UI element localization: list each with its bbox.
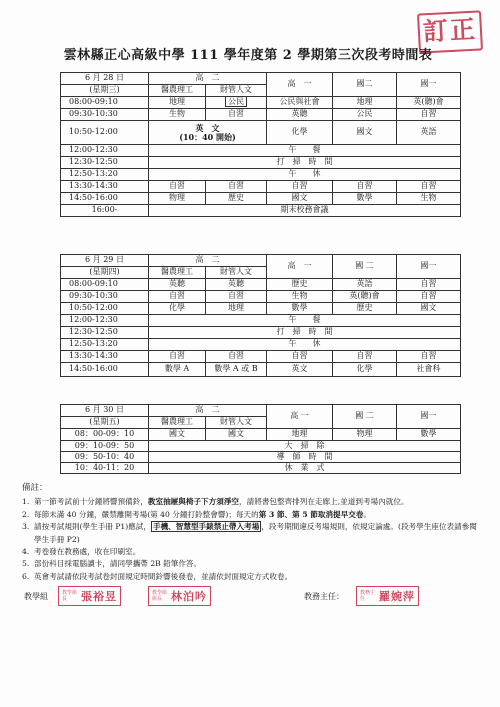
subject-cell: 自習 [206, 109, 267, 121]
note-text: 第一節考試前十分鐘將響預備鈴， [34, 497, 148, 507]
subject-cell: 國文 [333, 121, 397, 145]
time-cell: 12:30-12:50 [61, 327, 149, 339]
group-header: 高 二 [149, 73, 267, 85]
seal-stamp [356, 586, 419, 606]
subject-cell: 自習 [206, 291, 267, 303]
col-header-j1: 國一 [397, 405, 461, 429]
note-text: ，段考期間違反考場規則，依規定論處。(段考學生座位表請參閱學生手冊 P2) [34, 522, 477, 544]
weekday-cell: (星期五) [61, 417, 149, 429]
span-cell: 午 休 [149, 339, 461, 351]
time-cell: 12:30-12:50 [61, 157, 149, 169]
subject-cell: 公民 [333, 109, 397, 121]
table-row [61, 463, 461, 474]
time-cell: 12:00-12:30 [61, 145, 149, 157]
note-boxed-emphasis: 手機、智慧型手錶禁止帶入考場 [153, 522, 260, 532]
subject-cell: 物理 [149, 193, 206, 205]
subject-cell: 國文 [149, 429, 206, 441]
subject-cell: 英(聽)會 [333, 291, 397, 303]
col-header-j1: 國一 [397, 255, 461, 279]
note-text: ，請將書包整齊排列在走廊上,並道到考場內就位。 [239, 497, 409, 507]
subject-cell: 自習 [149, 351, 206, 363]
weekday-cell: (星期四) [61, 267, 149, 279]
subject-cell: 地理 [333, 97, 397, 109]
seal-name: 張裕昱 [81, 590, 117, 603]
col-header-g1: 高 一 [267, 255, 333, 279]
subject-cell: 自習 [149, 181, 206, 193]
date-cell: 6 月 29 日 [61, 255, 149, 267]
subject-cell: 英(聽)會 [397, 97, 461, 109]
subject-cell: 英語 [333, 279, 397, 291]
table-row [61, 157, 461, 169]
subject-cell: 生物 [397, 193, 461, 205]
page-title: 雲林縣正心高級中學 111 學年度第 2 學期第三次段考時間表 [63, 48, 433, 63]
notes-title: 備註： [22, 483, 48, 493]
time-cell: 12:50-13:20 [61, 169, 149, 181]
subject-cell: 英聽 [206, 279, 267, 291]
signature-row [20, 586, 490, 608]
time-cell: 12:50-13:20 [61, 339, 149, 351]
seal-title: 教學組組長 [152, 590, 168, 602]
note-number: 6. [22, 571, 30, 581]
table-row [61, 193, 461, 205]
time-cell: 10:50-12:00 [61, 303, 149, 315]
merged-subject-note: (10：40 開始) [179, 131, 236, 142]
subject-cell: 化學 [149, 303, 206, 315]
time-cell: 14:50-16:00 [61, 363, 149, 377]
note-item [22, 509, 482, 521]
table-row [61, 181, 461, 193]
table-row [61, 351, 461, 363]
time-cell: 09:30-10:30 [61, 109, 149, 121]
subject-cell: 歷史 [206, 193, 267, 205]
note-emphasis: 教室抽屜與椅子下方須淨空 [147, 497, 240, 507]
seal-stamp [58, 586, 121, 606]
time-cell: 09:30-10:30 [61, 291, 149, 303]
signature-label: 教務主任： [304, 592, 344, 601]
subject-cell: 英聽 [267, 109, 333, 121]
span-cell: 休 業 式 [149, 463, 461, 474]
subject-cell: 地理 [149, 97, 206, 109]
time-cell: 14:50-16:00 [61, 193, 149, 205]
subject-cell: 化學 [267, 121, 333, 145]
subject-cell: 化學 [333, 363, 397, 377]
subject-cell: 自習 [267, 181, 333, 193]
subject-cell: 自習 [333, 181, 397, 193]
note-number: 1. [22, 497, 30, 507]
note-text: 考卷發在教務處，收在印刷室。 [34, 547, 141, 557]
subject-cell: 生物 [149, 109, 206, 121]
note-item [22, 571, 482, 583]
span-cell: 導 師 時 間 [149, 452, 461, 463]
signature-label: 教學組 [24, 592, 48, 601]
col-header-g1: 高 一 [267, 405, 333, 429]
note-item [22, 546, 482, 558]
span-cell: 打 掃 時 間 [149, 157, 461, 169]
subject-cell: 英文 [267, 363, 333, 377]
schedule-table-day1 [60, 72, 461, 217]
subject-cell: 英聽 [149, 279, 206, 291]
table-row [61, 452, 461, 463]
subject-cell: 自習 [333, 351, 397, 363]
seal-title: 教務主任 [360, 590, 376, 602]
subject-cell: 自習 [397, 181, 461, 193]
time-cell: 10:50-12:00 [61, 121, 149, 145]
group-header: 高 二 [149, 255, 267, 267]
subject-cell: 數學 [267, 303, 333, 315]
subject-cell: 地理 [267, 429, 333, 441]
notes-section [22, 482, 482, 583]
seal-name: 林泊吟 [171, 590, 207, 603]
col-header-b: 財管人文 [206, 417, 267, 429]
subject-cell: 數學 A 或 B [206, 363, 267, 377]
time-cell: 12:00-12:30 [61, 315, 149, 327]
col-header-j1: 國一 [397, 73, 461, 97]
subject-cell: 自習 [149, 291, 206, 303]
date-cell: 6 月 28 日 [61, 73, 149, 85]
note-number: 5. [22, 559, 30, 569]
subject-cell: 歷史 [267, 279, 333, 291]
col-header-j2: 國 二 [333, 405, 397, 429]
span-cell: 大 掃 除 [149, 441, 461, 452]
table-row [61, 291, 461, 303]
col-header-j2: 國 二 [333, 255, 397, 279]
seal-title: 教學組長 [62, 590, 78, 602]
time-cell: 09：50-10：40 [61, 452, 149, 463]
subject-cell: 數學 [333, 193, 397, 205]
span-cell: 午 餐 [149, 315, 461, 327]
time-cell: 08:00-09:10 [61, 97, 149, 109]
subject-cell: 地理 [206, 303, 267, 315]
table-row [61, 205, 461, 217]
span-cell: 午 餐 [149, 145, 461, 157]
subject-cell: 英語 [397, 121, 461, 145]
table-row [61, 441, 461, 452]
table-row [61, 339, 461, 351]
subject-cell: 社會科 [397, 363, 461, 377]
note-text: 每節未滿 40 分鐘，嚴禁離開考場(第 40 分鐘打鈴整會響)；每天的 [34, 509, 259, 519]
seal-stamp [148, 586, 211, 606]
subject-cell: 數學 [397, 429, 461, 441]
note-number: 4. [22, 547, 30, 557]
subject-cell: 國文 [206, 429, 267, 441]
col-header-a: 醫農理工 [149, 85, 206, 97]
subject-cell: 公民與社會 [267, 97, 333, 109]
subject-cell: 物理 [333, 429, 397, 441]
span-cell: 期末校務會議 [149, 205, 461, 217]
time-cell: 13:30-14:30 [61, 351, 149, 363]
subject-cell: 生物 [267, 291, 333, 303]
time-cell: 08:00-09:10 [61, 279, 149, 291]
subject-cell: 自習 [267, 351, 333, 363]
table-row [61, 145, 461, 157]
note-number: 3. [22, 522, 30, 532]
note-text: 英會考試請依段考試卷封面規定時間鈴響後發卷，並請依封面規定方式收卷。 [34, 571, 293, 581]
subject-cell: 國文 [397, 303, 461, 315]
note-item [22, 521, 482, 546]
subject-cell: 自習 [397, 279, 461, 291]
time-cell: 13:30-14:30 [61, 181, 149, 193]
subject-cell: 國文 [267, 193, 333, 205]
schedule-table-day2 [60, 254, 461, 377]
table-row [61, 121, 461, 145]
subject-cell: 自習 [206, 351, 267, 363]
span-cell: 打 掃 時 間 [149, 327, 461, 339]
date-cell: 6 月 30 日 [61, 405, 149, 417]
weekday-cell: (星期三) [61, 85, 149, 97]
time-cell: 09：10-09：50 [61, 441, 149, 452]
table-row [61, 109, 461, 121]
note-emphasis: 第 3 節、第 5 節取消提早交卷 [258, 509, 364, 519]
note-text: 。 [363, 509, 372, 519]
subject-cell-merged [149, 121, 267, 145]
table-row [61, 363, 461, 377]
note-number: 2. [22, 509, 30, 519]
table-row [61, 97, 461, 109]
table-row [61, 327, 461, 339]
subject-cell: 自習 [397, 351, 461, 363]
schedule-table-day3 [60, 404, 461, 474]
note-text: 請按考試規則(學生手冊 P1)應試， [34, 522, 151, 532]
note-text: 部份科目採電腦讀卡，請同學攜帶 2B 鉛筆作答。 [34, 559, 202, 569]
time-cell: 10：40-11：20 [61, 463, 149, 474]
subject-cell: 數學 A [149, 363, 206, 377]
subject-cell: 自習 [206, 181, 267, 193]
subject-cell: 自習 [397, 109, 461, 121]
merged-subject: 英 文 [195, 123, 220, 134]
col-header-b: 財管人文 [206, 267, 267, 279]
table-row [61, 315, 461, 327]
span-cell: 午 休 [149, 169, 461, 181]
highlighted-subject: 公民 [225, 97, 247, 108]
subject-cell [206, 97, 267, 109]
correction-stamp: 訂正 [417, 10, 483, 53]
subject-cell: 歷史 [333, 303, 397, 315]
col-header-b: 財管人文 [206, 85, 267, 97]
time-cell: 16:00- [61, 205, 149, 217]
note-item [22, 496, 482, 508]
table-row [61, 429, 461, 441]
subject-cell: 自習 [397, 291, 461, 303]
table-row [61, 279, 461, 291]
col-header-j2: 國二 [333, 73, 397, 97]
note-item [22, 558, 482, 570]
table-row [61, 303, 461, 315]
col-header-a: 醫農理工 [149, 417, 206, 429]
group-header: 高 二 [149, 405, 267, 417]
seal-name: 羅婉萍 [379, 590, 415, 603]
col-header-a: 醫農理工 [149, 267, 206, 279]
table-row [61, 169, 461, 181]
time-cell: 08：00-09：10 [61, 429, 149, 441]
col-header-g1: 高 一 [267, 73, 333, 97]
